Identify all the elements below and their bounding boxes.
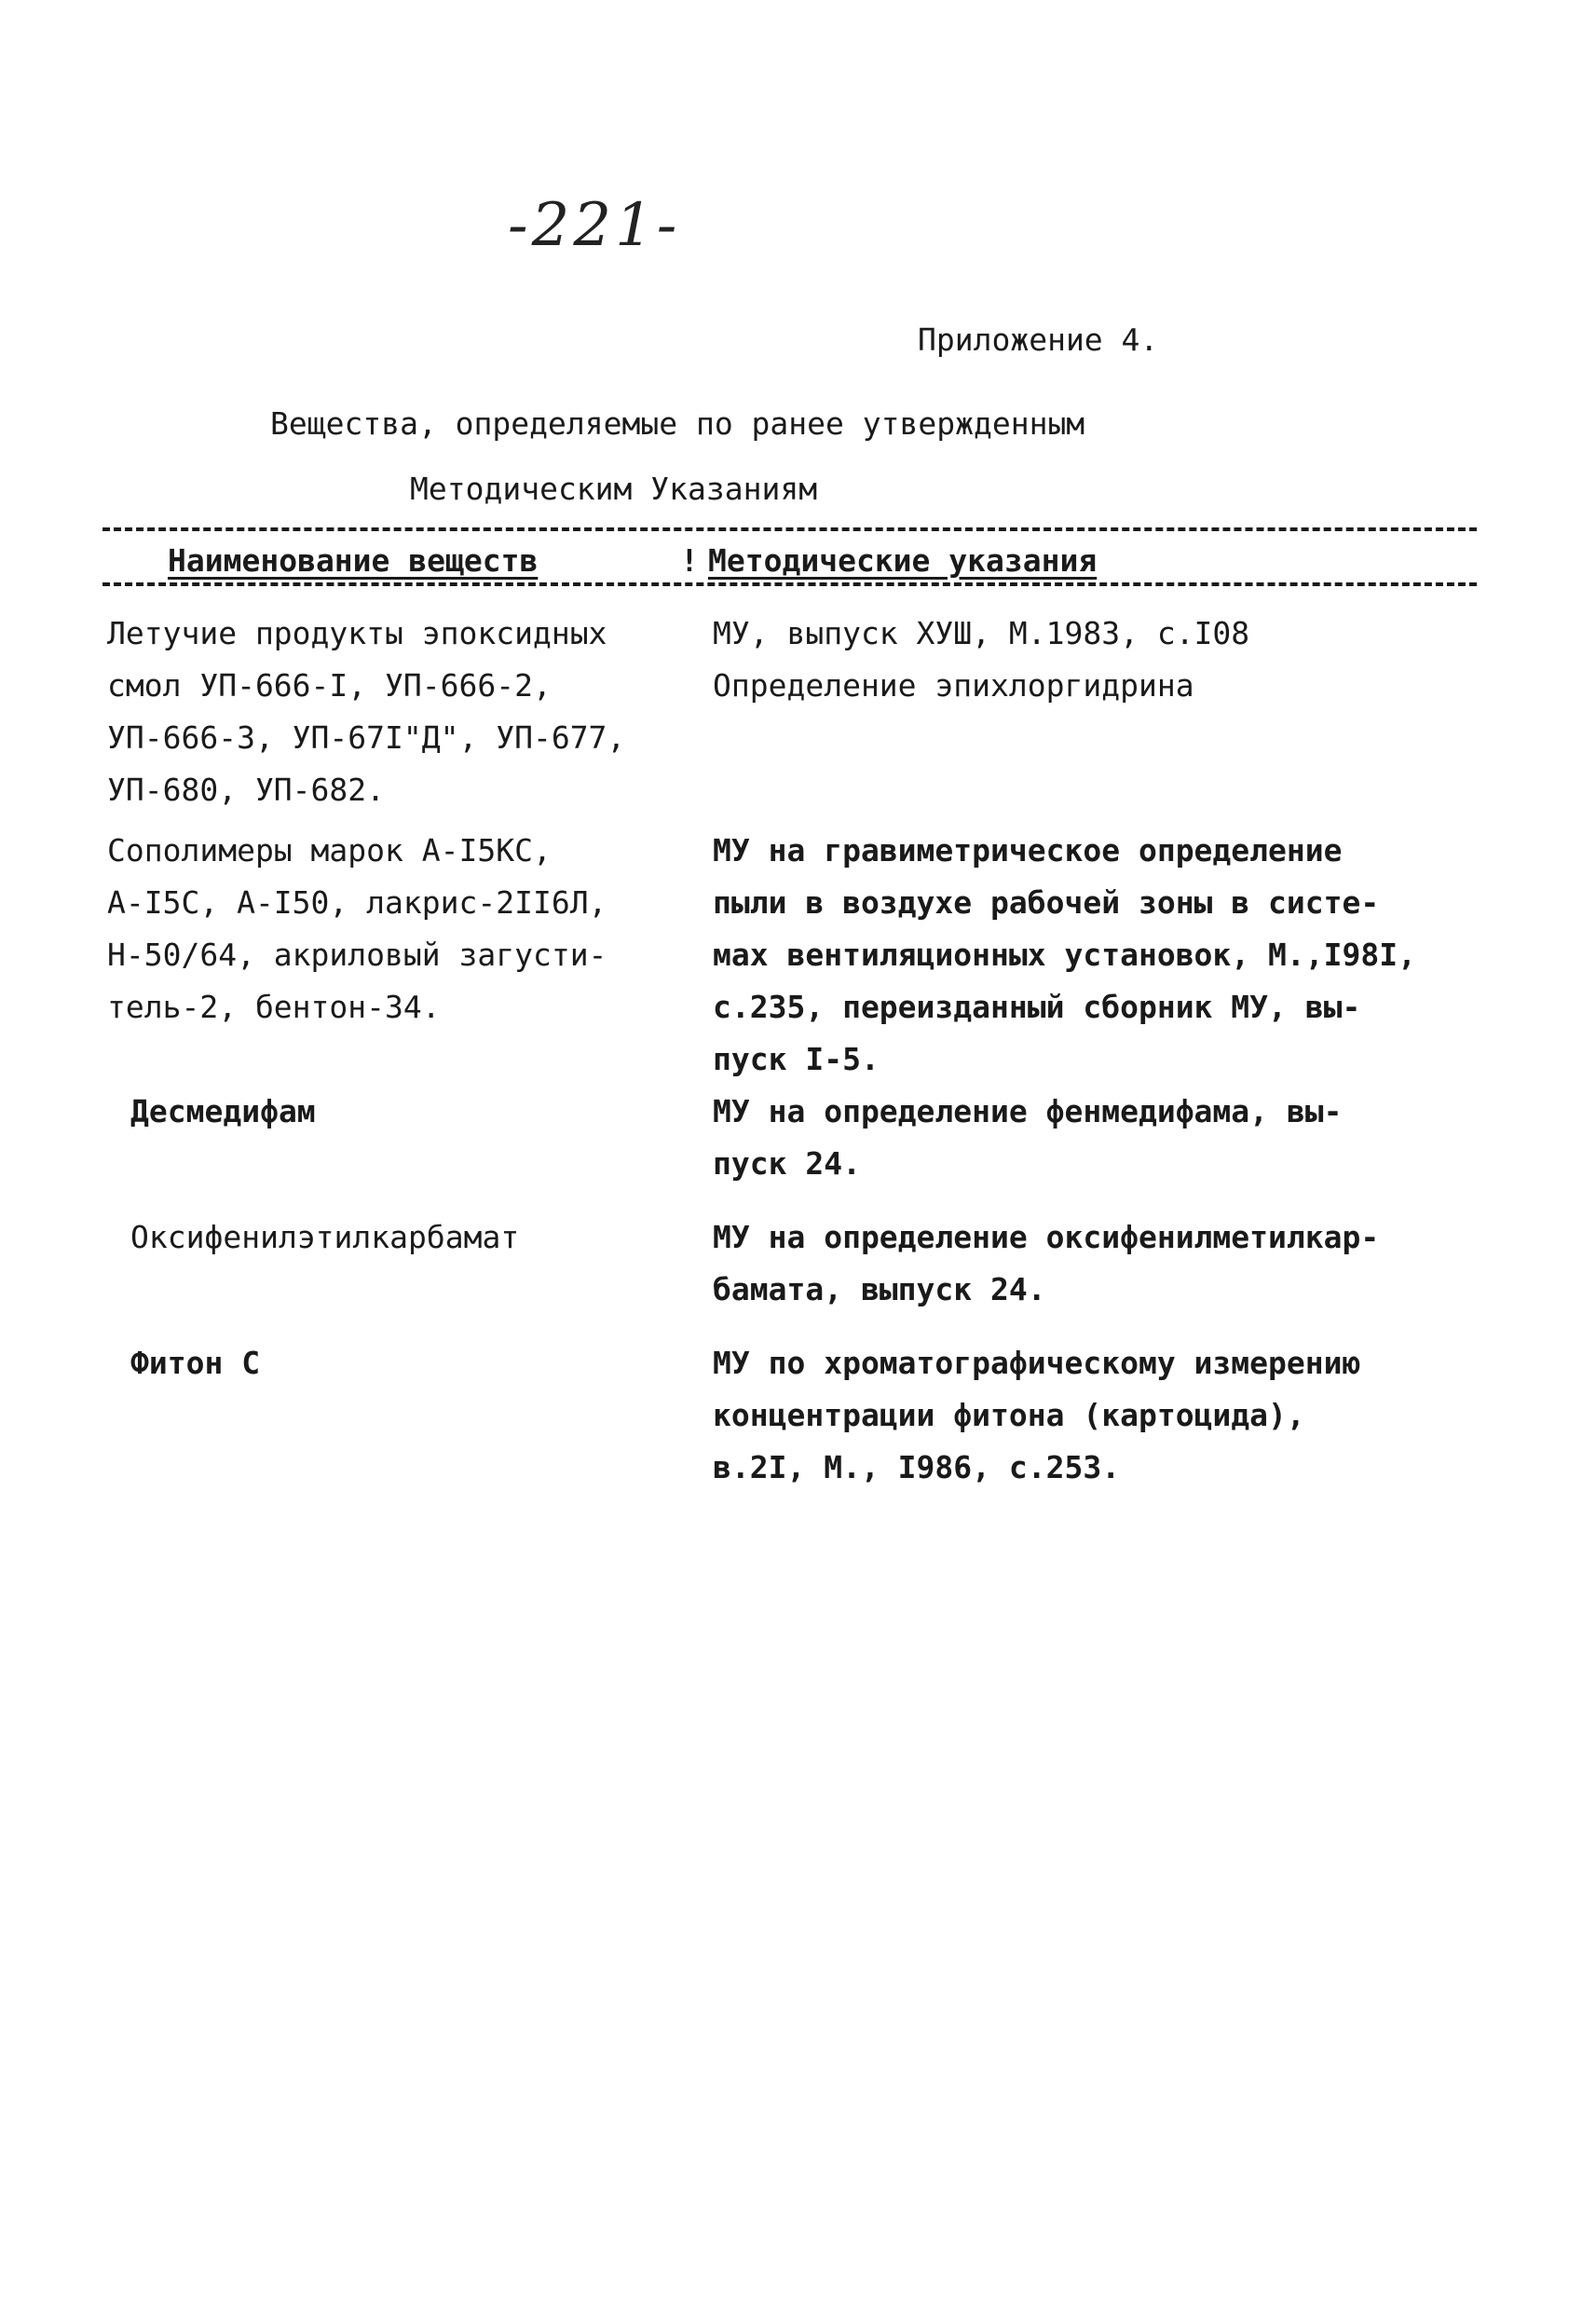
guidelines-cell: МУ на гравиметрическое определение пыли в воздухе рабочей зоны в систе- мах вентиляционных установок, М.,I98I, с.235, переизданный сборник МУ, вы- пуск I-5.	[713, 832, 1416, 1077]
substance-cell: Летучие продукты эпоксидных смол УП-666-I, УП-666-2, УП-666-3, УП-67I"Д", УП-677, УП-680, УП-682.	[107, 615, 626, 808]
table-header-rule	[102, 582, 1477, 586]
page-number: -221-	[508, 191, 681, 260]
table-top-rule	[102, 527, 1477, 531]
guidelines-cell: МУ на определение оксифенилметилкар- бамата, выпуск 24.	[713, 1219, 1380, 1307]
header-separator: !	[680, 542, 699, 579]
header-substance-name: Наименование веществ	[168, 542, 539, 579]
substance-cell: Сополимеры марок А-I5КС, А-I5С, А-I50, лакрис-2II6Л, Н-50/64, акриловый загусти- тель-2, бентон-34.	[107, 832, 607, 1025]
document-title-line-2: Методическим Указаниям	[410, 471, 818, 507]
guidelines-cell: МУ по хроматографическому измерению концентрации фитона (картоцида), в.2I, М., I986, с.253.	[713, 1345, 1361, 1485]
substance-cell: Оксифенилэтилкарбамат	[130, 1219, 520, 1255]
appendix-label: Приложение 4.	[918, 321, 1159, 358]
guidelines-cell: МУ на определение фенмедифама, вы- пуск 24.	[713, 1093, 1343, 1182]
document-title-line-1: Вещества, определяемые по ранее утвержденным	[270, 405, 1085, 442]
header-guidelines: Методические указания	[708, 542, 1098, 579]
guidelines-cell: МУ, выпуск ХУШ, М.1983, с.I08 Определение эпихлоргидрина	[713, 615, 1250, 704]
substance-cell: Десмедифам	[130, 1093, 316, 1129]
substance-cell: Фитон С	[130, 1345, 261, 1381]
